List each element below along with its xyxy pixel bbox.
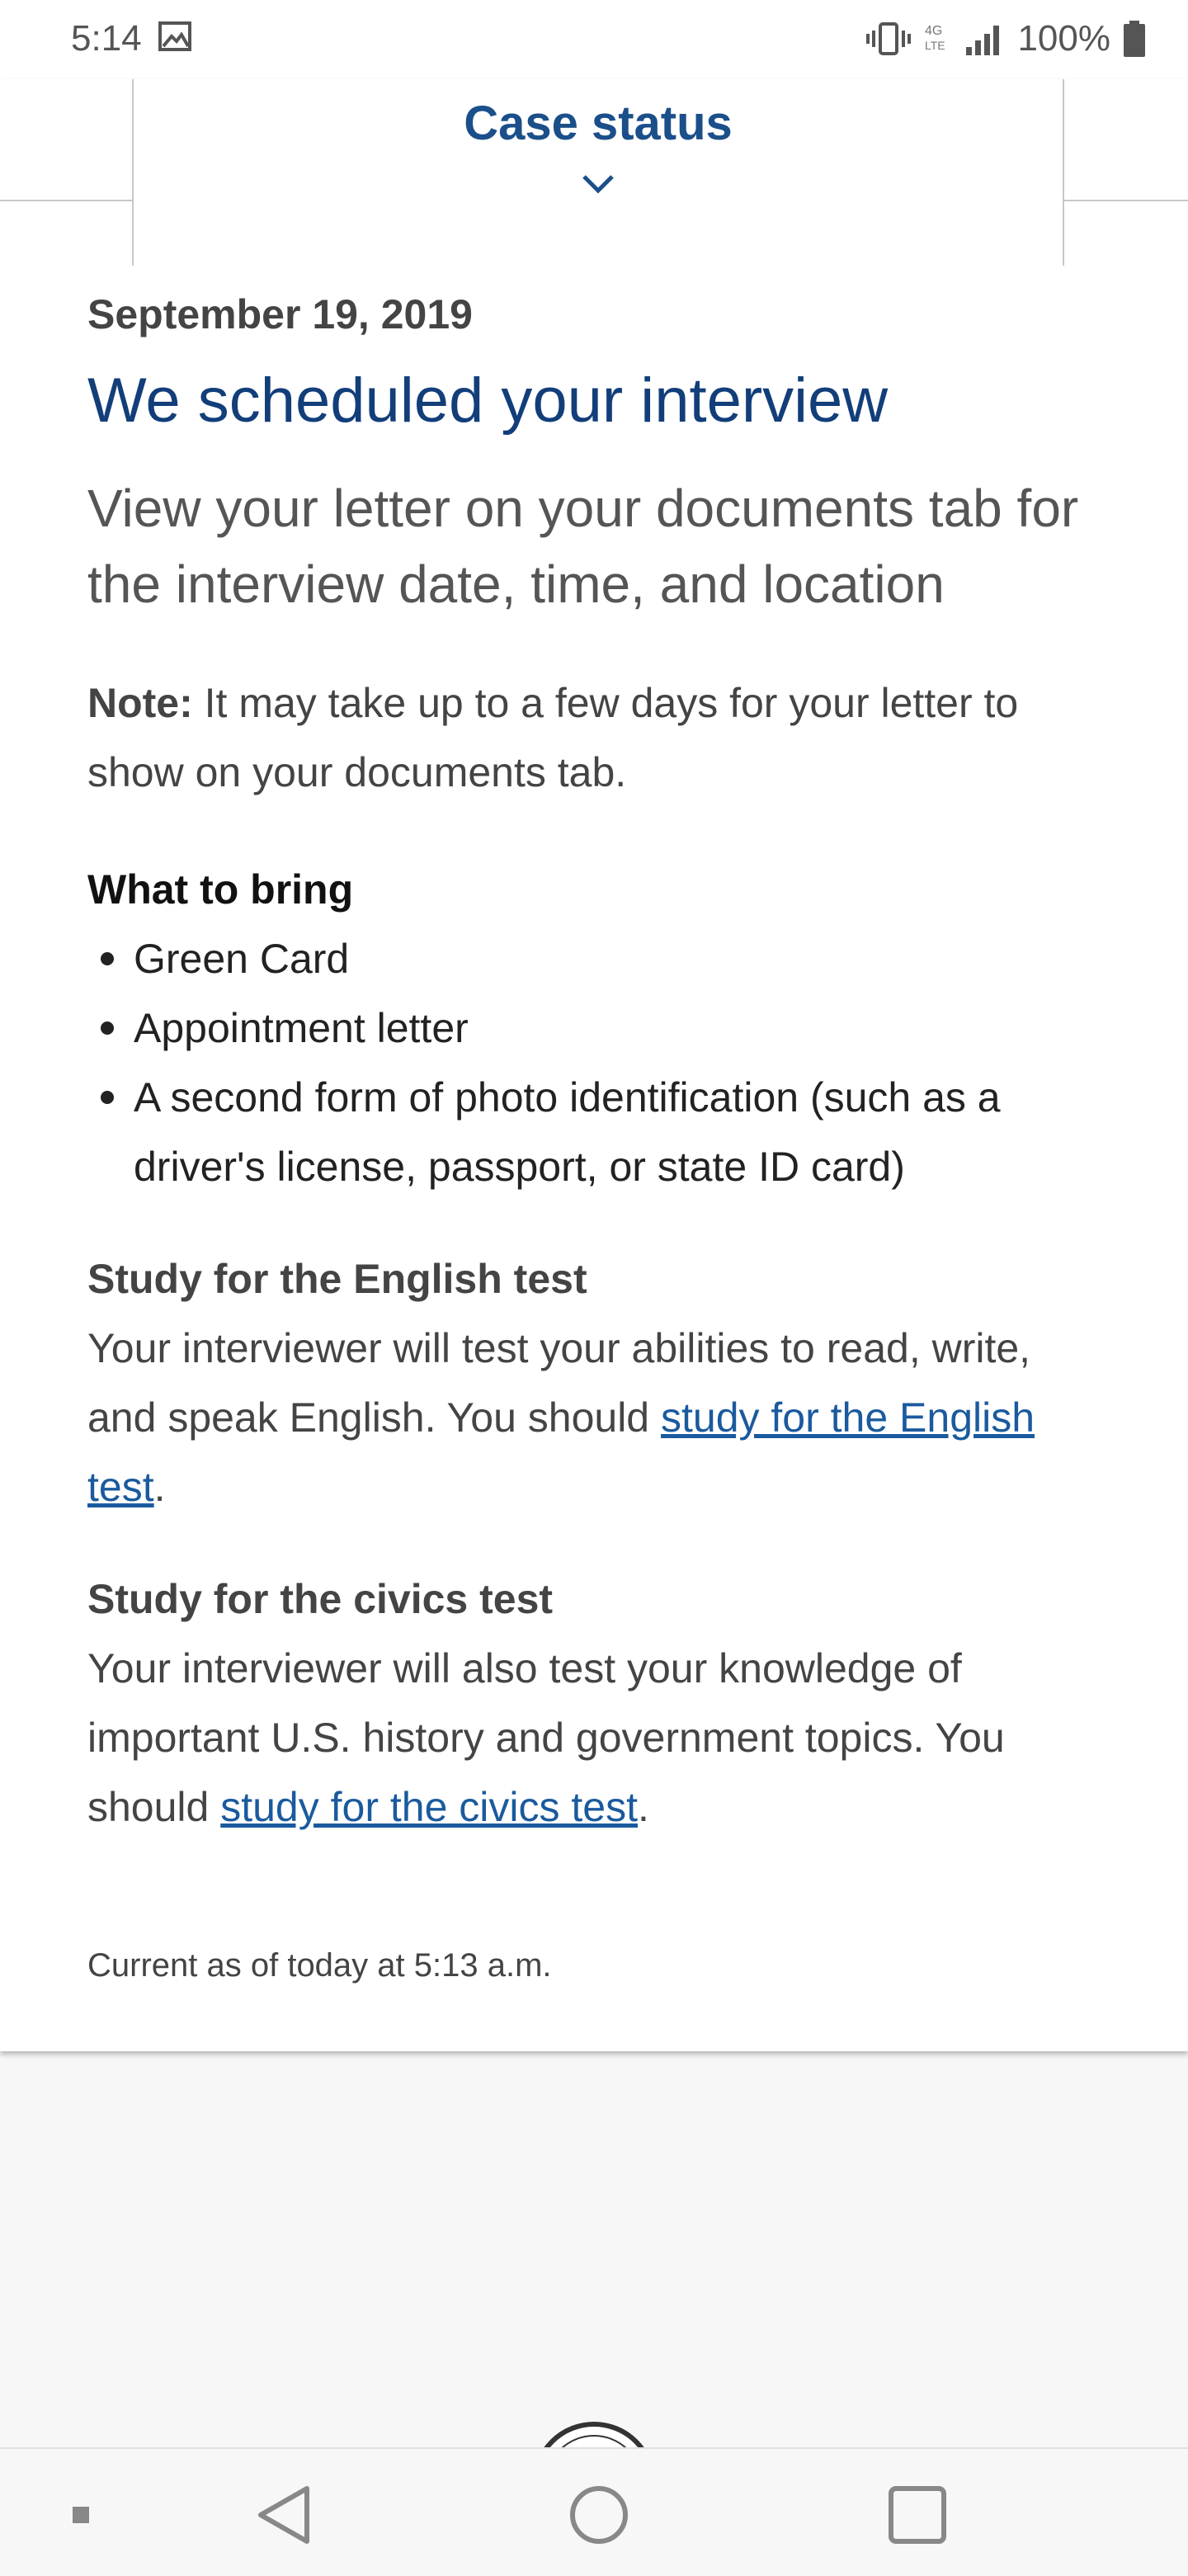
network-icon [923,20,953,58]
note-label: Note: [87,680,193,726]
tab-title: Case status [464,97,733,150]
image-icon [158,21,191,51]
recents-square-icon[interactable] [884,2482,950,2548]
civics-text: Your interviewer will also test your knowledge of important U.S. history and government topics. You should [87,1645,1005,1830]
civics-test-link[interactable]: study for the civics test [220,1784,638,1830]
current-as-of: Current as of today at 5:13 a.m. [87,1947,552,1984]
list-item: Green Card [134,924,1110,993]
status-time: 5:14 [71,18,142,59]
civics-title: Study for the civics test [87,1576,554,1622]
case-date: September 19, 2019 [87,291,473,337]
vibrate-icon [865,21,912,57]
bring-list [87,924,1110,1201]
bring-title: What to bring [87,866,354,913]
status-bar [0,0,1188,79]
english-text: Your interviewer will test your abilities to read, write, and speak English. You should [87,1325,1031,1441]
case-subhead: View your letter on your documents tab for the interview date, time, and location [87,479,1079,614]
home-circle-icon[interactable] [566,2482,632,2548]
civics-paragraph [87,1634,1110,1842]
navigation-bar [0,2447,1188,2576]
note-text: It may take up to a few days for your letter to show on your documents tab. [87,680,1019,795]
civics-end: . [637,1784,649,1830]
case-status-card [0,79,1188,2051]
back-triangle-icon[interactable] [252,2482,318,2548]
english-end: . [153,1464,166,1510]
tab-divider-right [1063,200,1188,201]
english-test-link[interactable]: study for the English test [87,1394,1035,1510]
status-icons [865,18,1147,59]
chevron-down-icon[interactable] [581,173,615,195]
case-headline: We scheduled your interview [87,366,889,436]
svg-text:4G: 4G [925,24,943,38]
dot-icon [50,2482,116,2548]
signal-icon [964,21,1006,57]
list-item: A second form of photo identification (such as a driver's license, passport, or state ID card) [134,1063,1110,1201]
english-title: Study for the English test [87,1256,587,1302]
battery-percent: 100% [1017,18,1110,59]
note-paragraph [87,668,1110,807]
battery-icon [1122,20,1147,58]
case-content [87,285,1110,2023]
list-item: Appointment letter [134,993,1110,1063]
tab-case-status[interactable] [132,79,1064,266]
tab-divider-left [0,200,132,201]
english-paragraph [87,1314,1110,1522]
svg-text:LTE: LTE [925,39,946,52]
